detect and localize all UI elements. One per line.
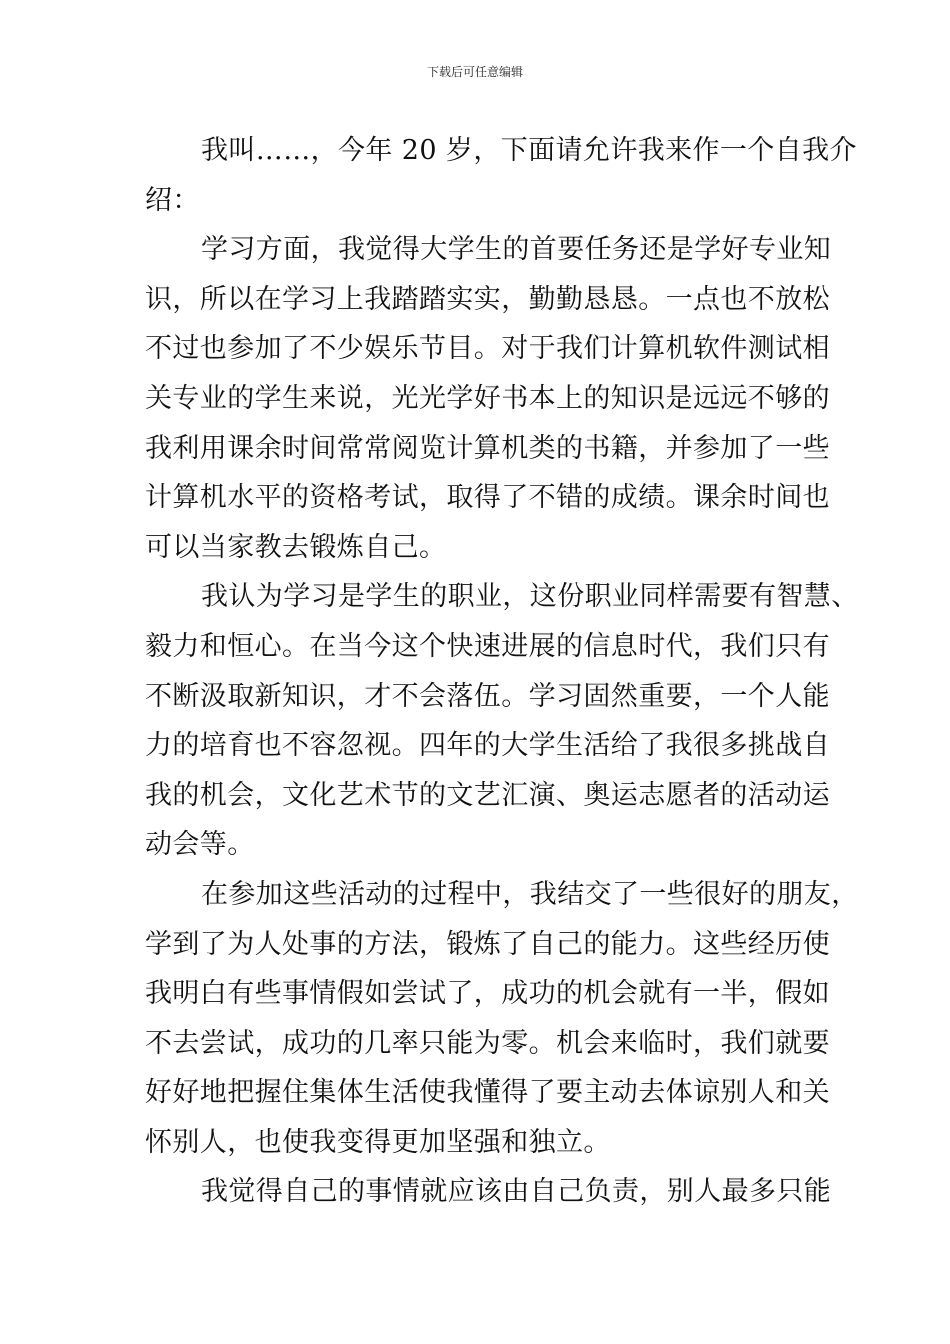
text-line: 学习方面，我觉得大学生的首要任务还是学好专业知 (201, 234, 832, 266)
text-line: 我的机会，文化艺术节的文艺汇演、奥运志愿者的活动运 (145, 779, 830, 811)
text-line: 识，所以在学习上我踏踏实实，勤勤恳恳。一点也不放松 (145, 283, 830, 315)
text-line: 不去尝试，成功的几率只能为零。机会来临时，我们就要 (145, 1027, 830, 1059)
text-line: 我利用课余时间常常阅览计算机类的书籍，并参加了一些 (145, 432, 830, 464)
text-line: 绍： (145, 184, 200, 216)
text-line: 关专业的学生来说，光光学好书本上的知识是远远不够的 (145, 382, 830, 414)
document-body (145, 126, 859, 1217)
text-line: 在参加这些活动的过程中，我结交了一些很好的朋友， (201, 878, 859, 910)
paragraph-intro (145, 126, 857, 225)
text-line: 我明白有些事情假如尝试了，成功的机会就有一半，假如 (145, 978, 830, 1010)
text-line: 不断汲取新知识，才不会落伍。学习固然重要，一个人能 (145, 680, 830, 712)
page-header: 下载后可任意编辑 (426, 65, 523, 79)
paragraph-activities (145, 870, 859, 1168)
text-line: 学到了为人处事的方法，锻炼了自己的能力。这些经历使 (145, 928, 830, 960)
text-line: 计算机水平的资格考试，取得了不错的成绩。课余时间也 (145, 482, 830, 514)
paragraph-responsibility (145, 1167, 832, 1217)
text-line: 不过也参加了不少娱乐节目。对于我们计算机软件测试相 (145, 333, 830, 365)
text-line: 可以当家教去锻炼自己。 (145, 531, 447, 563)
text-line: 怀别人，也使我变得更加坚强和独立。 (145, 1126, 611, 1158)
text-line: 我认为学习是学生的职业，这份职业同样需要有智慧、 (201, 581, 859, 613)
text-line: 我叫……，今年 20 岁，下面请允许我来作一个自我介 (201, 135, 857, 166)
text-line: 力的培育也不容忽视。四年的大学生活给了我很多挑战自 (145, 730, 830, 762)
text-line: 毅力和恒心。在当今这个快速进展的信息时代，我们只有 (145, 630, 830, 662)
text-line: 我觉得自己的事情就应该由自己负责，别人最多只能 (201, 1176, 832, 1208)
text-line: 动会等。 (145, 829, 255, 861)
paragraph-study (145, 225, 832, 572)
paragraph-career (145, 572, 859, 870)
text-line: 好好地把握住集体生活使我懂得了要主动去体谅别人和关 (145, 1077, 830, 1109)
